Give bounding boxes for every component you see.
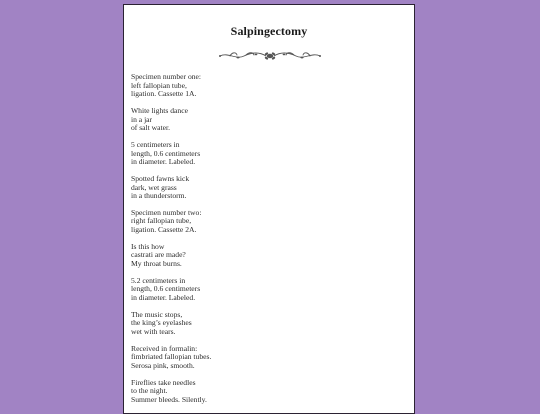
poem-stanza	[131, 209, 401, 235]
document-page	[123, 4, 415, 414]
poem-line: Specimen number one:	[131, 72, 202, 81]
poem-line: My throat burns.	[131, 259, 182, 269]
poem-line: White lights dance	[131, 105, 188, 115]
poem-line: right fallopian tube,	[131, 216, 192, 226]
poem-line: 5 centimeters in	[131, 139, 180, 149]
poem-line: the king’s eyelashes	[131, 318, 192, 328]
poem-line: to the night.	[131, 386, 168, 396]
poem-body	[131, 73, 401, 413]
poem-line: Serosa pink, smooth.	[131, 360, 195, 370]
poem-line: ligation. Cassette 2A.	[131, 225, 197, 235]
poem-line: The music stops,	[131, 309, 183, 319]
poem-line: dark, wet grass	[131, 182, 177, 192]
poem-line: in a jar	[131, 114, 153, 124]
poem-line: in diameter. Labeled.	[131, 293, 196, 302]
poem-stanza	[131, 141, 401, 167]
poem-stanza	[131, 277, 401, 303]
poem-line: left fallopian tube,	[131, 80, 187, 90]
poem-line: Fireflies take needles	[131, 377, 196, 387]
poem-line: length, 0.6 centimeters	[131, 284, 201, 294]
poem-stanza	[131, 379, 401, 405]
floral-divider-icon	[216, 49, 324, 63]
poem-stanza	[131, 311, 401, 337]
poem-line: 5.2 centimeters in	[131, 275, 186, 285]
poem-line: castrati are made?	[131, 250, 186, 260]
poem-line: Is this how	[131, 241, 165, 251]
poem-line: of salt water.	[131, 123, 171, 133]
poem-stanza	[131, 175, 401, 201]
poem-line: Received in formalin:	[131, 343, 198, 353]
poem-stanza	[131, 73, 401, 99]
poem-line: in diameter. Labeled.	[131, 157, 196, 167]
poem-line: wet with tears.	[131, 326, 176, 336]
poem-stanza	[131, 243, 401, 269]
poem-line: fimbriated fallopian tubes.	[131, 352, 212, 362]
poem-line: length, 0.6 centimeters	[131, 148, 201, 158]
poem-stanza	[131, 107, 401, 133]
poem-line: ligation. Cassette 1A.	[131, 89, 197, 99]
poem-line: Spotted fawns kick	[131, 173, 190, 183]
poem-line: in a thunderstorm.	[131, 191, 187, 201]
page-title: Salpingectomy	[230, 24, 308, 38]
poem-stanza	[131, 345, 401, 371]
poem-line: Summer bleeds. Silently.	[131, 394, 207, 404]
poem-line: Specimen number two:	[131, 207, 202, 217]
